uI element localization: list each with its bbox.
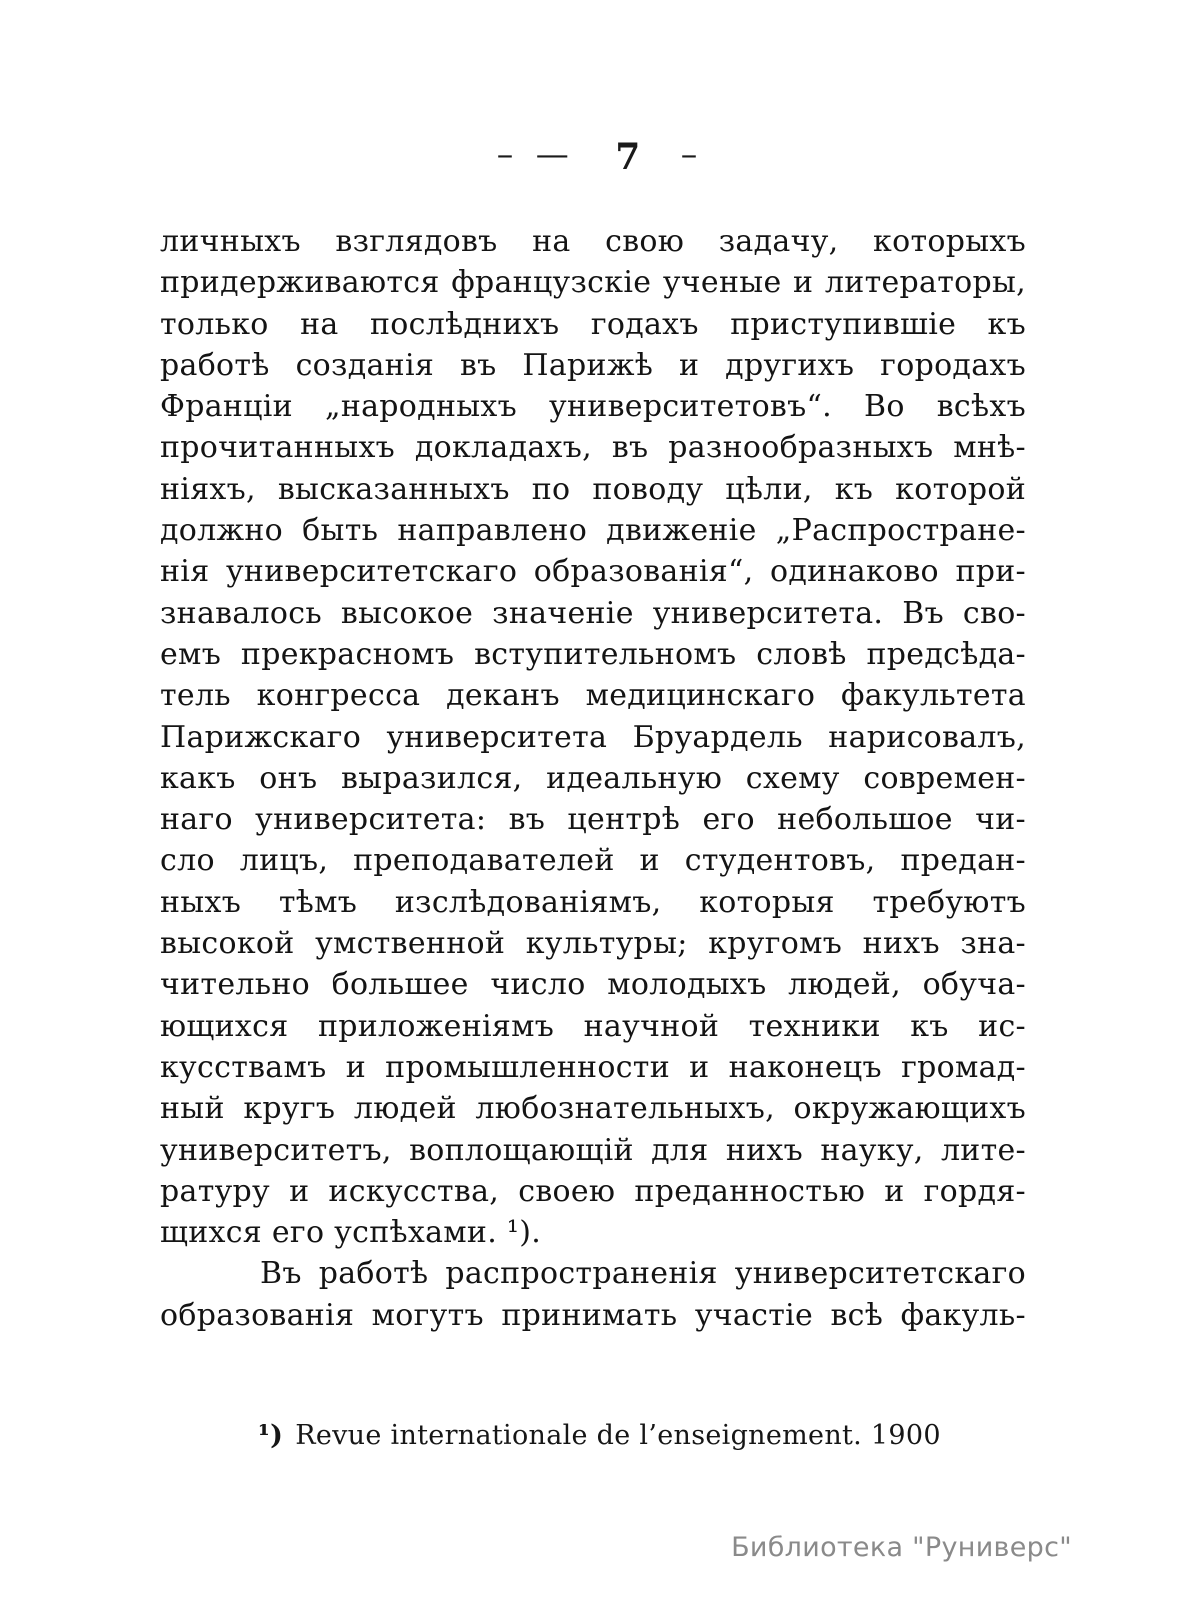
text-line: работѣ созданія въ Парижѣ и другихъ городахъ (160, 347, 1026, 383)
text-line: образованія могутъ принимать участіе всѣ факуль- (160, 1297, 1026, 1333)
text-line: личныхъ взглядовъ на свою задачу, которыхъ (160, 224, 1026, 259)
text-line: Франціи „народныхъ университетовъ“. Во всѣхъ (160, 389, 1026, 425)
header-dash-left: – — (496, 134, 575, 173)
text-line: придерживаются французскіе ученые и литераторы, (160, 265, 1026, 301)
text-line: ный кругъ людей любознательныхъ, окружающихъ (160, 1091, 1026, 1127)
text-line: ющихся приложеніямъ научной техники къ ис- (160, 1008, 1026, 1044)
text-line: прочитанныхъ докладахъ, въ разнообразныхъ мнѣ- (160, 430, 1026, 466)
text-line: нія университетскаго образованія“, одинаково при- (160, 554, 1026, 590)
footnote-text: Revue internationale de l’enseignement. 1900 (295, 1420, 941, 1451)
text-line: высокой умственной культуры; кругомъ нихъ зна- (160, 926, 1026, 962)
text-line: университетъ, воплощающій для нихъ науку, лите- (160, 1132, 1026, 1168)
library-watermark: Библиотека "Руниверс" (731, 1532, 1072, 1563)
text-line: только на послѣднихъ годахъ приступившіе къ (160, 306, 1026, 342)
page-number: 7 (615, 136, 641, 178)
text-line-paragraph-end: щихся его успѣхами. ¹). (160, 1215, 542, 1251)
text-line: емъ прекрасномъ вступительномъ словѣ предсѣда- (160, 636, 1026, 672)
text-line: должно быть направлено движеніе „Распростране- (160, 513, 1026, 549)
text-line: ніяхъ, высказанныхъ по поводу цѣли, къ которой (160, 471, 1026, 507)
text-line: ныхъ тѣмъ изслѣдованіямъ, которыя требуютъ (160, 884, 1026, 920)
text-line: знавалось высокое значеніе университета. Въ сво- (160, 595, 1026, 631)
footnote-marker: ¹) (258, 1420, 284, 1451)
footnote (258, 1420, 941, 1451)
text-line: тель конгресса деканъ медицинскаго факультета (160, 678, 1026, 714)
body-text (160, 221, 1026, 1336)
text-line: кусствамъ и промышленности и наконецъ громад- (160, 1049, 1026, 1085)
text-line: чительно большее число молодыхъ людей, обуча- (160, 967, 1026, 1003)
text-line: сло лицъ, преподавателей и студентовъ, предан- (160, 843, 1026, 879)
text-line: ратуру и искусства, своею преданностью и гордя- (160, 1173, 1026, 1209)
text-line: Парижскаго университета Бруардель нарисовалъ, (160, 719, 1026, 755)
page-header (0, 136, 1200, 178)
text-line: наго университета: въ центрѣ его небольшое чи- (160, 802, 1026, 838)
header-dash-right: – (680, 134, 704, 173)
text-line-paragraph-start: Въ работѣ распространенія университетскаго (260, 1256, 1026, 1292)
text-line: какъ онъ выразился, идеальную схему современ- (160, 760, 1026, 796)
